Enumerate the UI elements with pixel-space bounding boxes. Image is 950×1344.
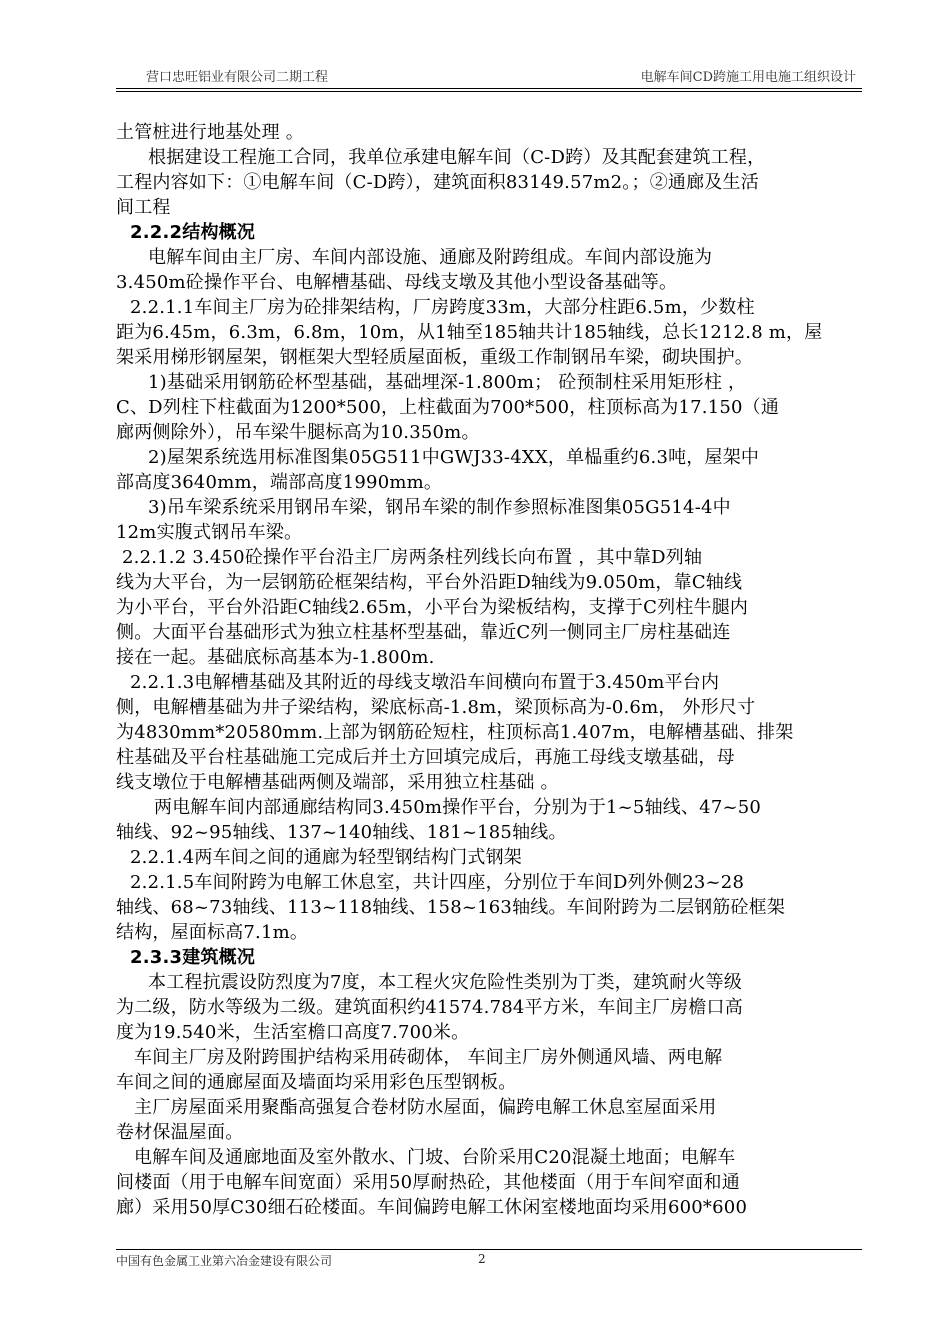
header-document-title: 电解车间CD跨施工用电施工组织设计 bbox=[640, 70, 856, 85]
body-text-line: 距为6.45m，6.3m，6.8m，10m，从1轴至185轴共计185轴线，总长1212.8 m，屋 bbox=[116, 322, 823, 343]
body-text-line: 间楼面（用于电解车间宽面）采用50厚耐热砼，其他楼面（用于车间窄面和通 bbox=[116, 1172, 740, 1193]
body-text-line: 3.450m砼操作平台、电解槽基础、母线支墩及其他小型设备基础等。 bbox=[116, 272, 678, 293]
body-text-line: 部高度3640mm，端部高度1990mm。 bbox=[116, 472, 443, 493]
page-number: 2 bbox=[478, 1252, 486, 1266]
body-text-line: 土管桩进行地基处理 。 bbox=[116, 122, 304, 143]
body-text-line: 为4830mm*20580mm.上部为钢筋砼短柱，柱顶标高1.407m，电解槽基础、排架 bbox=[116, 722, 794, 743]
body-text-line: 2.2.1.2 3.450砼操作平台沿主厂房两条柱列线长向布置 ，其中靠D列轴 bbox=[122, 547, 703, 568]
page-header bbox=[116, 66, 862, 86]
body-text-line: 2.2.1.5车间附跨为电解工休息室，共计四座，分别位于车间D列外侧23~28 bbox=[130, 872, 745, 893]
body-text-line: 轴线、68~73轴线、113~118轴线、158~163轴线。车间附跨为二层钢筋砼框架 bbox=[116, 897, 786, 918]
footer-divider bbox=[116, 1249, 862, 1250]
body-text-line: 车间之间的通廊屋面及墙面均采用彩色压型钢板。 bbox=[116, 1072, 517, 1093]
body-text-line: 为二级，防水等级为二级。建筑面积约41574.784平方米，车间主厂房檐口高 bbox=[116, 997, 743, 1018]
body-text-line: 线支墩位于电解槽基础两侧及端部，采用独立柱基础 。 bbox=[116, 772, 559, 793]
body-text-line: 轴线、92~95轴线、137~140轴线、181~185轴线。 bbox=[116, 822, 567, 843]
body-text-line: 12m实腹式钢吊车梁。 bbox=[116, 522, 303, 543]
footer-company-name: 中国有色金属工业第六冶金建设有限公司 bbox=[116, 1254, 333, 1268]
document-body bbox=[116, 120, 862, 1245]
body-text-line: 根据建设工程施工合同，我单位承建电解车间（C-D跨）及其配套建筑工程， bbox=[148, 147, 766, 168]
body-text-line: 工程内容如下：①电解车间（C-D跨），建筑面积83149.57m2。；②通廊及生活 bbox=[116, 172, 759, 193]
body-text-line: 度为19.540米，生活室檐口高度7.700米。 bbox=[116, 1022, 470, 1043]
header-divider-secondary bbox=[116, 91, 862, 92]
body-text-line: 架采用梯形钢屋架，钢框架大型轻质屋面板，重级工作制钢吊车梁，砌块围护。 bbox=[116, 347, 753, 368]
body-text-line: 间工程 bbox=[116, 197, 171, 218]
body-text-line: 柱基础及平台柱基础施工完成后并土方回填完成后，再施工母线支墩基础，母 bbox=[116, 747, 735, 768]
body-text-line: 1)基础采用钢筋砼杯型基础，基础埋深-1.800m； 砼预制柱采用矩形柱 ， bbox=[148, 372, 747, 393]
body-text-line: 廊）采用50厚C30细石砼楼面。车间偏跨电解工休闲室楼地面均采用600*600 bbox=[116, 1197, 748, 1218]
body-text-line: 廊两侧除外），吊车梁牛腿标高为10.350m。 bbox=[116, 422, 480, 443]
header-divider bbox=[116, 88, 862, 89]
section-heading: 2.2.2结构概况 bbox=[130, 222, 256, 243]
body-text-line: 接在一起。基础底标高基本为-1.800m. bbox=[116, 647, 435, 668]
body-text-line: 2)屋架系统选用标准图集05G511中GWJ33-4XX，单榀重约6.3吨，屋架中 bbox=[148, 447, 760, 468]
body-text-line: 2.2.1.3电解槽基础及其附近的母线支墩沿车间横向布置于3.450m平台内 bbox=[130, 672, 720, 693]
body-text-line: 侧。大面平台基础形式为独立柱基杯型基础，靠近C列一侧同主厂房柱基础连 bbox=[116, 622, 731, 643]
body-text-line: C、D列柱下柱截面为1200*500，上柱截面为700*500，柱顶标高为17.150（通 bbox=[116, 397, 780, 418]
body-text-line: 3)吊车梁系统采用钢吊车梁，钢吊车梁的制作参照标准图集05G514-4中 bbox=[148, 497, 731, 518]
body-text-line: 为小平台，平台外沿距C轴线2.65m，小平台为梁板结构，支撑于C列柱牛腿内 bbox=[116, 597, 749, 618]
body-text-line: 电解车间及通廊地面及室外散水、门坡、台阶采用C20混凝土地面；电解车 bbox=[134, 1147, 736, 1168]
body-text-line: 卷材保温屋面。 bbox=[116, 1122, 244, 1143]
body-text-line: 结构，屋面标高7.1m。 bbox=[116, 922, 309, 943]
body-text-line: 2.2.1.1车间主厂房为砼排架结构，厂房跨度33m，大部分柱距6.5m，少数柱 bbox=[130, 297, 755, 318]
page-footer bbox=[116, 1252, 862, 1272]
body-text-line: 2.2.1.4两车间之间的通廊为轻型钢结构门式钢架 bbox=[130, 847, 522, 868]
header-project-title: 营口忠旺铝业有限公司二期工程 bbox=[146, 70, 329, 85]
body-text-line: 主厂房屋面采用聚酯高强复合卷材防水屋面，偏跨电解工休息室屋面采用 bbox=[134, 1097, 717, 1118]
section-heading: 2.3.3建筑概况 bbox=[130, 947, 256, 968]
body-text-line: 电解车间由主厂房、车间内部设施、通廊及附跨组成。车间内部设施为 bbox=[148, 247, 713, 268]
body-text-line: 线为大平台，为一层钢筋砼框架结构，平台外沿距D轴线为9.050m，靠C轴线 bbox=[116, 572, 743, 593]
body-text-line: 侧，电解槽基础为井子梁结构，梁底标高-1.8m，梁顶标高为-0.6m， 外形尺寸 bbox=[116, 697, 756, 718]
body-text-line: 车间主厂房及附跨围护结构采用砖砌体， 车间主厂房外侧通风墙、两电解 bbox=[134, 1047, 723, 1068]
body-text-line: 本工程抗震设防烈度为7度，本工程火灾危险性类别为丁类，建筑耐火等级 bbox=[148, 972, 743, 993]
body-text-line: 两电解车间内部通廊结构同3.450m操作平台，分别为于1~5轴线、47~50 bbox=[154, 797, 762, 818]
